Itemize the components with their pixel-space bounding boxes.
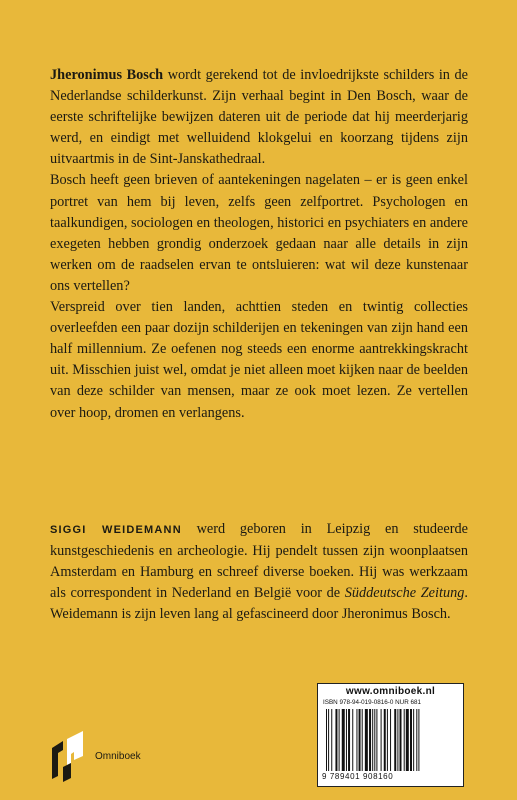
publisher-name: Omniboek <box>95 751 141 762</box>
blurb-paragraph-1-text: wordt gerekend tot de invloedrijkste schilders in de Nederlandse schilderkunst. Zijn verhaal begint in Den Bosch, waar de eerste schriftelijke bewijzen dateren uit de periode dat hij meerderjarig werd, en eindigt met welluidend klokgelui en koorzang tijdens zijn uitvaartmis in de Sint-Janskathedraal. <box>50 67 468 168</box>
barcode-icon <box>326 709 455 771</box>
barcode-panel <box>317 683 464 787</box>
blurb-paragraph-3: Verspreid over tien landen, achttien steden en twintig collecties overleefden een paar dozijn schilderijen en tekeningen van zijn hand een half millennium. Ze oefenen nog steeds een enorme aantrekkingskracht uit. Misschien juist wel, omdat je niet alleen moet kijken naar de beelden van deze schilder van mensen, maar ze ook moet lezen. Ze vertellen over hoop, dromen en verlangens. <box>50 299 468 421</box>
author-name: SIGGI WEIDEMANN <box>50 524 182 536</box>
author-bio-text-b: . Weidemann is zijn leven lang al gefascineerd door Jheronimus Bosch. <box>50 585 468 623</box>
omniboek-logo-icon <box>49 730 89 782</box>
isbn-line: ISBN 978-94-019-0816-0 NUR 681 <box>323 699 422 706</box>
blurb-paragraph-2: Bosch heeft geen brieven of aantekeningen nagelaten – er is geen enkel portret van hem bij leven, zelfs geen zelfportret. Psychologen en taalkundigen, sociologen en theologen, historici en psychiaters en andere exegeten hebben grondig onderzoek gedaan naar alle details in zijn werken om de raadselen ervan te ontsluieren: wat wil deze kunstenaar ons vertellen? <box>50 172 468 294</box>
blurb-paragraph-1 <box>50 65 468 170</box>
author-bio-paragraph <box>50 519 468 625</box>
newspaper-title: Süddeutsche Zeitung <box>344 585 465 602</box>
barcode-digits: 9 789401 908160 <box>322 772 394 781</box>
publisher-url: www.omniboek.nl <box>345 686 436 697</box>
subject-name: Jheronimus Bosch <box>50 67 164 83</box>
blurb <box>50 65 468 424</box>
author-bio <box>50 519 468 625</box>
author-bio-text-a: werd geboren in Leipzig en studeerde kunstgeschiedenis en archeologie. Hij pendelt tussen zijn woonplaatsen Amsterdam en Hamburg en schreef diverse boeken. Hij was werkzaam als correspondent in Nederland en België voor de <box>50 521 468 602</box>
